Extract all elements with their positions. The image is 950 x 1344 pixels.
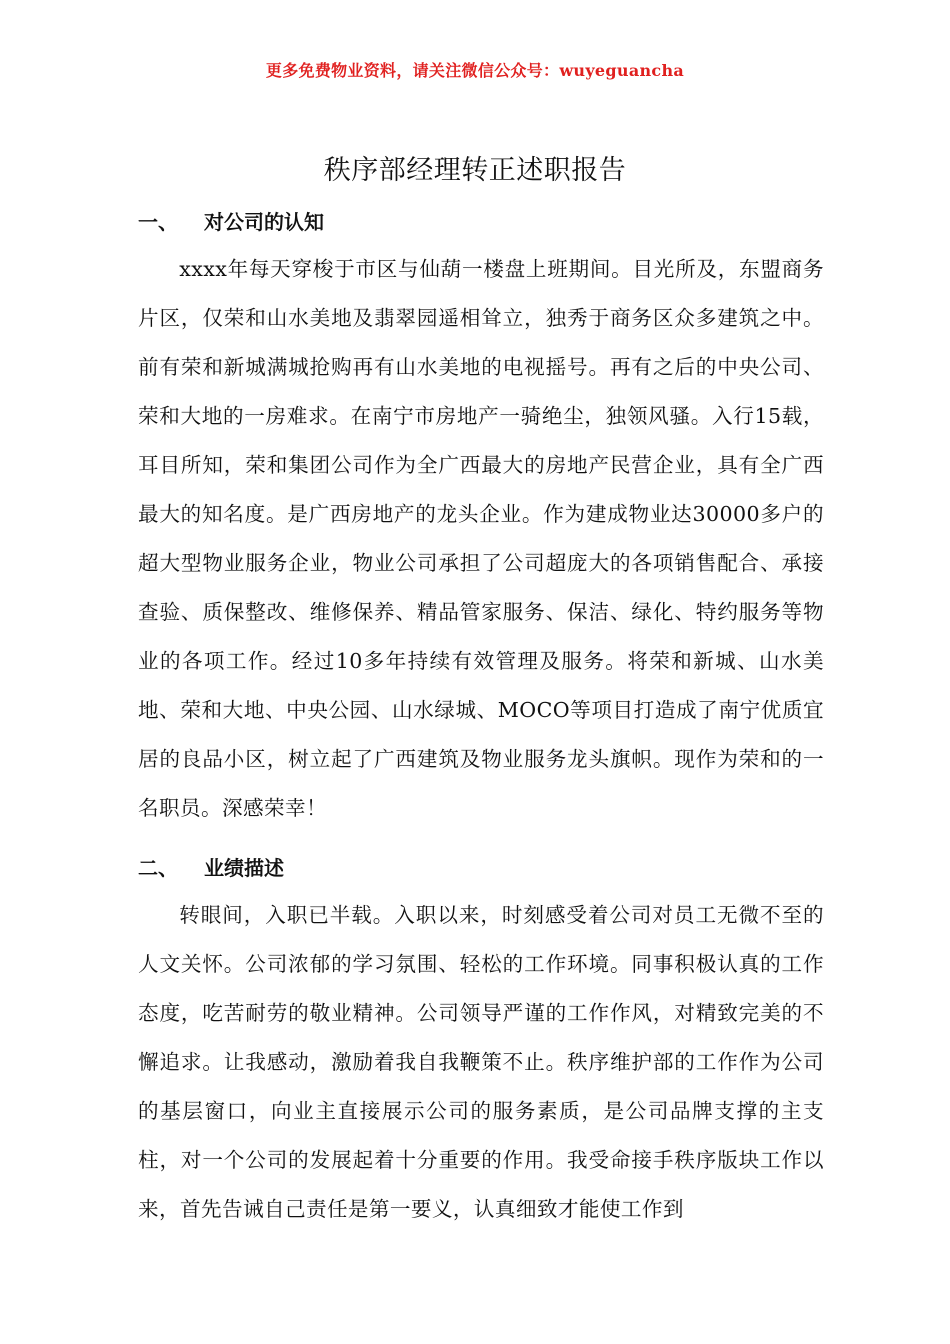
- section-heading: [138, 852, 284, 881]
- document-title: 秩序部经理转正述职报告: [323, 155, 627, 186]
- section-number: 二、: [138, 856, 178, 880]
- section-heading-text: 业绩描述: [204, 856, 284, 880]
- section-heading: [138, 206, 324, 235]
- section-number: 一、: [138, 210, 178, 234]
- section-paragraph: 转眼间，入职已半载。入职以来，时刻感受着公司对员工无微不至的人文关怀。公司浓郁的学习氛围、轻松的工作环境。同事积极认真的工作态度，吃苦耐劳的敬业精神。公司领导严谨的工作作风，对精致完美的不懈追求。让我感动，激励着我自我鞭策不止。秩序维护部的工作作为公司的基层窗口，向业主直接展示公司的服务素质，是公司品牌支撑的主支柱，对一个公司的发展起着十分重要的作用。我受命接手秩序版块工作以来，首先告诫自己责任是第一要义，认真细致才能使工作到: [138, 903, 824, 1221]
- promo-banner: 更多免费物业资料，请关注微信公众号：wuyeguancha: [265, 61, 685, 80]
- section-heading-text: 对公司的认知: [204, 210, 324, 234]
- section-paragraph: xxxx年每天穿梭于市区与仙葫一楼盘上班期间。目光所及，东盟商务片区，仅荣和山水美地及翡翠园遥相耸立，独秀于商务区众多建筑之中。前有荣和新城满城抢购再有山水美地的电视摇号。再有之后的中央公司、荣和大地的一房难求。在南宁市房地产一骑绝尘，独领风骚。入行15载，耳目所知，荣和集团公司作为全广西最大的房地产民营企业，具有全广西最大的知名度。是广西房地产的龙头企业。作为建成物业达30000多户的超大型物业服务企业，物业公司承担了公司超庞大的各项销售配合、承接查验、质保整改、维修保养、精品管家服务、保洁、绿化、特约服务等物业的各项工作。经过10多年持续有效管理及服务。将荣和新城、山水美地、荣和大地、中央公园、山水绿城、MOCO等项目打造成了南宁优质宜居的良品小区，树立起了广西建筑及物业服务龙头旗帜。现作为荣和的一名职员。深感荣幸！: [138, 257, 824, 820]
